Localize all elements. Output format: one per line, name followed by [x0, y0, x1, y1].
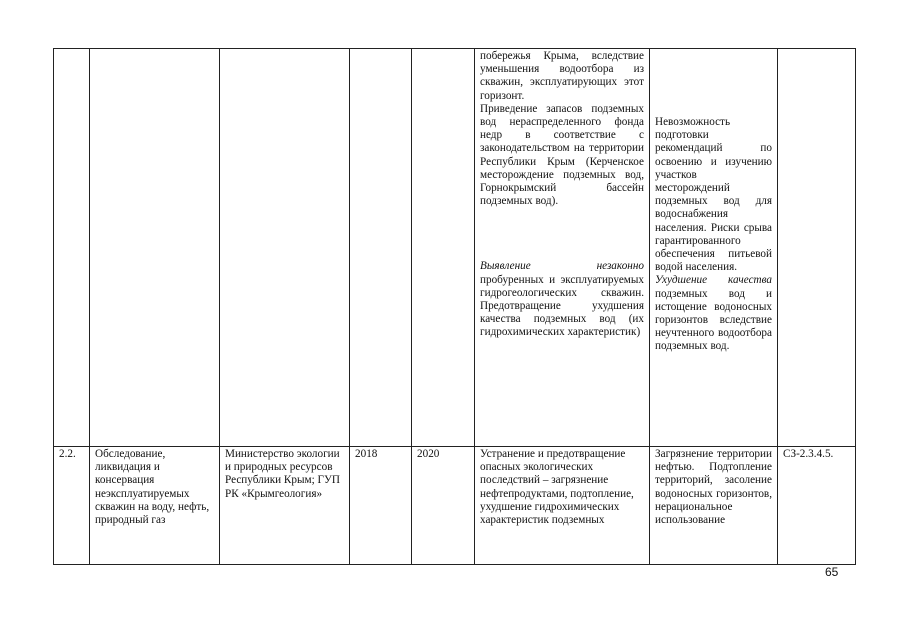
- cell-code: СЗ-2.3.4.5.: [778, 447, 856, 565]
- italic-lead: Выявление незаконно: [480, 260, 644, 273]
- cell-end-year: [412, 49, 475, 447]
- cell-measure: [90, 49, 220, 447]
- result-paragraph: Приведение запасов подземных вод нераспределенного фонда недр в соответствие с законодательством на территории Республики Крым (Керченское месторождение подземных вод, Горнокрымский бассейн подземных вод).: [480, 102, 644, 208]
- risk-paragraph: [655, 274, 772, 353]
- risk-paragraph: Невозможность подготовки рекомендаций по освоению и изучению участков месторождений подземных вод для водоснабжения населения. Риски срыва гарантированного обеспечения питьевой водой населения.: [655, 116, 772, 274]
- cell-start-year: 2018: [350, 447, 412, 565]
- table-row: [54, 49, 856, 447]
- italic-lead: Ухудшение качества: [655, 274, 772, 287]
- cell-executor: [220, 49, 350, 447]
- cell-executor: Министерство экологии и природных ресурсов Республики Крым; ГУП РК «Крымгеология»: [220, 447, 350, 565]
- paragraph-rest: пробуренных и эксплуатируемых гидрогеологических скважин. Предотвращение ухудшения качества подземных вод (их гидрохимических характеристик): [480, 273, 644, 339]
- cell-risks: Загрязнение территории нефтью. Подтопление территорий, засоление водоносных горизонтов, нерациональное использование: [650, 447, 778, 565]
- cell-expected-result: [475, 49, 650, 447]
- result-paragraph: побережья Крыма, вследствие уменьшения водоотбора из скважин, эксплуатирующих этот горизонт.: [480, 50, 644, 102]
- cell-expected-result: Устранение и предотвращение опасных экологических последствий – загрязнение нефтепродуктами, подтопление, ухудшение гидрохимических характеристик подземных: [475, 447, 650, 565]
- cell-measure: Обследование, ликвидация и консервация неэксплуатируемых скважин на воду, нефть, природный газ: [90, 447, 220, 565]
- cell-end-year: 2020: [412, 447, 475, 565]
- paragraph-rest: подземных вод и истощение водоносных горизонтов вследствие неучтенного водоотбора подземных вод.: [655, 287, 772, 353]
- cell-start-year: [350, 49, 412, 447]
- cell-number: [54, 49, 90, 447]
- table-row: [54, 447, 856, 565]
- result-paragraph: [480, 260, 644, 339]
- page-number: 65: [825, 565, 839, 579]
- cell-risks: [650, 49, 778, 447]
- program-table: [53, 48, 856, 565]
- cell-number: 2.2.: [54, 447, 90, 565]
- cell-code: [778, 49, 856, 447]
